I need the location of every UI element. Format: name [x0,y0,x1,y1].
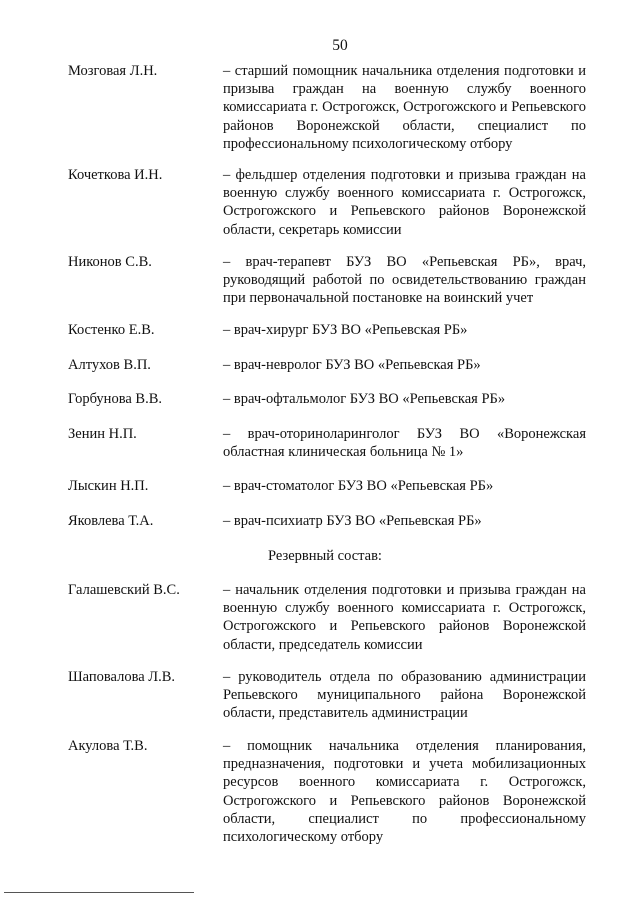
member-description: – врач-невролог БУЗ ВО «Репьевская РБ» [223,357,481,373]
member-name: Акулова Т.В. [68,738,148,754]
member-description: – врач-офтальмолог БУЗ ВО «Репьевская РБ» [223,391,506,407]
member-name: Костенко Е.В. [68,322,155,338]
member-description: – врач-терапевт БУЗ ВО «Репьевская РБ», врач, руководящий работой по освидетельствованию граждан при первоначальной постановке на воинский учет [223,254,586,307]
reserve-section-title: Резервный состав: [268,548,382,564]
page-number: 50 [332,37,348,54]
member-description: – руководитель отдела по образованию администрации Репьевского муниципального района Воронежской области, представитель администрации [223,669,586,722]
member-description: – старший помощник начальника отделения подготовки и призыва граждан на военную службу военного комиссариата г. Острогожск, Острогожского и Репьевского районов Воронежской области, специалист по профессиональному психологическому отбору [223,63,586,152]
member-description: – врач-психиатр БУЗ ВО «Репьевская РБ» [223,513,482,529]
member-name: Галашевский В.С. [68,582,180,598]
footer-divider [4,892,194,893]
member-description: – врач-стоматолог БУЗ ВО «Репьевская РБ» [223,478,494,494]
member-description: – фельдшер отделения подготовки и призыва граждан на военную службу военного комиссариата г. Острогожск, Острогожского и Репьевского районов Воронежской области, секретарь комиссии [223,167,586,238]
member-description: – помощник начальника отделения планирования, предназначения, подготовки и учета мобилизационных ресурсов военного комиссариата г. Острогожск, Острогожского и Репьевского районов Воронежской области, специалист по профессиональному психологическому отбору [223,738,586,846]
member-name: Горбунова В.В. [68,391,163,407]
member-description: – врач-хирург БУЗ ВО «Репьевская РБ» [223,322,468,338]
member-name: Мозговая Л.Н. [68,63,158,79]
member-name: Шаповалова Л.В. [68,669,176,685]
member-name: Алтухов В.П. [68,357,151,373]
member-name: Никонов С.В. [68,254,152,270]
member-name: Яковлева Т.А. [68,513,154,529]
member-name: Кочеткова И.Н. [68,167,163,183]
member-name: Зенин Н.П. [68,426,137,442]
member-description: – начальник отделения подготовки и призыва граждан на военную службу военного комиссариата г. Острогожск, Острогожского и Репьевского районов Воронежской области, председатель комиссии [223,582,586,653]
member-name: Лыскин Н.П. [68,478,149,494]
member-description: – врач-оториноларинголог БУЗ ВО «Воронежская областная клиническая больница № 1» [223,426,586,461]
